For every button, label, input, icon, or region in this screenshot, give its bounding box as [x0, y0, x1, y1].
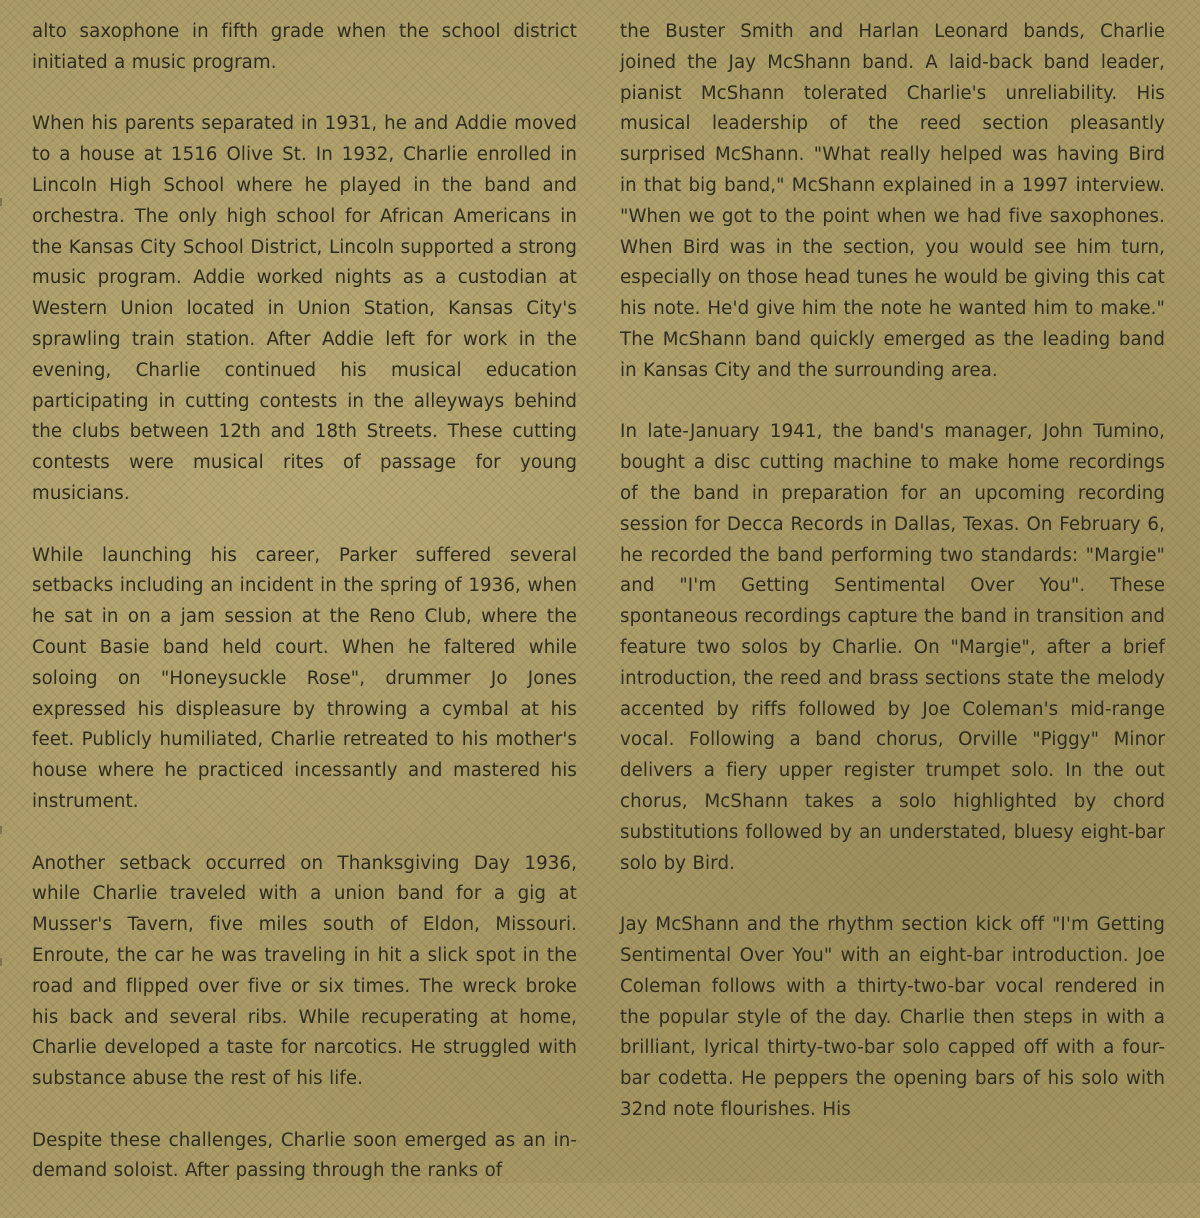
- staple-mark: [0, 958, 8, 966]
- paragraph: Another setback occurred on Thanksgiving Day 1936, while Charlie traveled with a union band for a gig at Musser's Tavern, five miles south of Eldon, Missouri. Enroute, the car he was traveling in hit a slick spot in the road and flipped over five or six times. The wreck broke his back and several ribs. While recuperating at home, Charlie developed a taste for narcotics. He struggled with substance abuse the rest of his life.: [32, 852, 577, 1090]
- paragraph: In late-January 1941, the band's manager, John Tumino, bought a disc cutting machine to make home recordings of the band in preparation for an upcoming recording session for Decca Records in Dallas, Texas. On February 6, he recorded the band performing two standards: "Margie" and "I'm Getting Sentimental Over You". These spontaneous recordings capture the band in transition and feature two solos by Charlie. On "Margie", after a brief introduction, the reed and brass sections state the melody accented by riffs followed by Joe Coleman's mid-range vocal. Following a band chorus, Orville "Piggy" Minor delivers a fiery upper register trumpet solo. In the out chorus, McShann takes a solo highlighted by chord substitutions followed by an understated, bluesy eight-bar solo by Bird.: [620, 421, 1165, 874]
- paragraph: While launching his career, Parker suffered several setbacks including an incident in the spring of 1936, when he sat in on a jam session at the Reno Club, where the Count Basie band held court. When he faltered while soloing on "Honeysuckle Rose", drummer Jo Jones expressed his displeasure by throwing a cymbal at his feet. Publicly humiliated, Charlie retreated to his mother's house where he practiced incessantly and mastered his instrument.: [32, 544, 577, 812]
- paragraph: When his parents separated in 1931, he and Addie moved to a house at 1516 Olive St. In 1932, Charlie enrolled in Lincoln High School where he played in the band and orchestra. The only high school for African Americans in the Kansas City School District, Lincoln supported a strong music program. Addie worked nights as a custodian at Western Union located in Union Station, Kansas City's sprawling train station. After Addie left for work in the evening, Charlie continued his musical education participating in cutting contests in the alleyways behind the clubs between 12th and 18th Streets. These cutting contests were musical rites of passage for young musicians.: [32, 113, 577, 504]
- staple-mark: [0, 198, 8, 206]
- left-text-column: [32, 17, 577, 1218]
- paragraph: Despite these challenges, Charlie soon emerged as an in-demand soloist. After passing through the ranks of: [32, 1129, 577, 1182]
- paragraph: the Buster Smith and Harlan Leonard bands, Charlie joined the Jay McShann band. A laid-back band leader, pianist McShann tolerated Charlie's unreliability. His musical leadership of the reed section pleasantly surprised McShann. "What really helped was having Bird in that big band," McShann explained in a 1997 interview. "When we got to the point when we had five saxophones. When Bird was in the section, you would see him turn, especially on those head tunes he would be giving this cat his note. He'd give him the note he wanted him to make." The McShann band quickly emerged as the leading band in Kansas City and the surrounding area.: [620, 21, 1165, 381]
- staple-mark: [0, 826, 8, 834]
- paragraph: alto saxophone in fifth grade when the school district initiated a music program.: [32, 21, 577, 73]
- right-text-column: [620, 17, 1165, 1156]
- paragraph: Jay McShann and the rhythm section kick off "I'm Getting Sentimental Over You" with an eight-bar introduction. Joe Coleman follows with a thirty-two-bar vocal rendered in the popular style of the day. Charlie then steps in with a brilliant, lyrical thirty-two-bar solo capped off with a four-bar codetta. He peppers the opening bars of his solo with 32nd note flourishes. His: [620, 914, 1165, 1120]
